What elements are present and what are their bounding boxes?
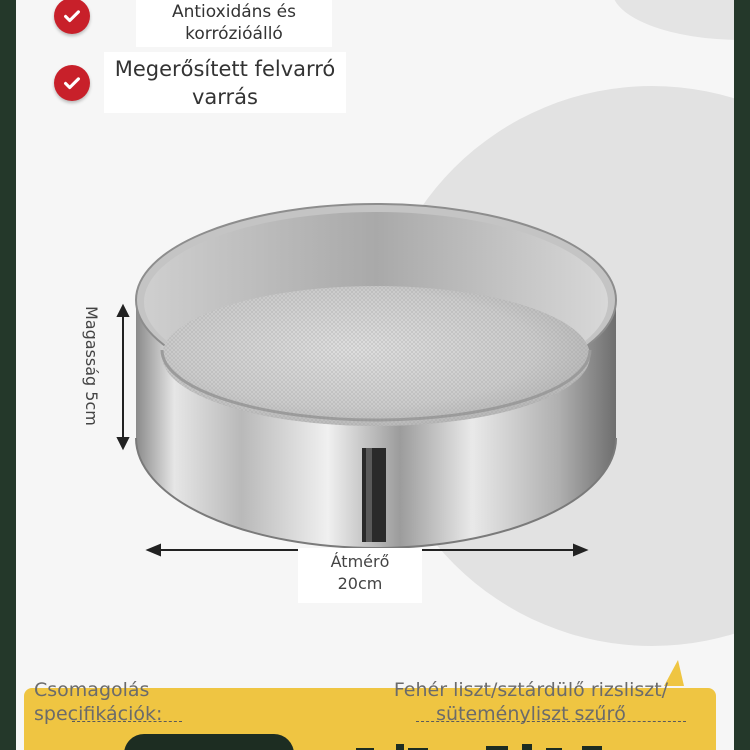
packaging-label (34, 678, 194, 726)
packaging-value-line: süteményliszt szűrő (436, 703, 626, 725)
diameter-label-box (298, 548, 422, 603)
sieve-illustration (16, 0, 734, 750)
height-label: Magasság 5cm (82, 306, 101, 426)
diameter-value: 20cm (337, 574, 383, 593)
dashed-underline (416, 721, 686, 722)
diameter-label: Átmérő (330, 552, 390, 571)
packaging-label-line: Csomagolás (34, 679, 150, 701)
height-arrow (118, 306, 128, 448)
sieve-seam (362, 448, 386, 542)
feature-text-line: korrózióálló (185, 24, 283, 44)
dark-pill-badge (124, 734, 294, 750)
dashed-underline (72, 721, 182, 722)
packaging-value (368, 678, 694, 726)
feature-text-line: varrás (191, 85, 258, 109)
feature-text-line: Megerősített felvarró (114, 57, 336, 81)
packaging-value-line: Fehér liszt/sztárdülő rizsliszt/ (393, 679, 669, 701)
cropped-text-marks (346, 740, 626, 750)
product-panel (16, 0, 734, 750)
feature-text-line: Antioxidáns és (171, 2, 296, 22)
packaging-label-line: specifikációk: (34, 703, 163, 725)
